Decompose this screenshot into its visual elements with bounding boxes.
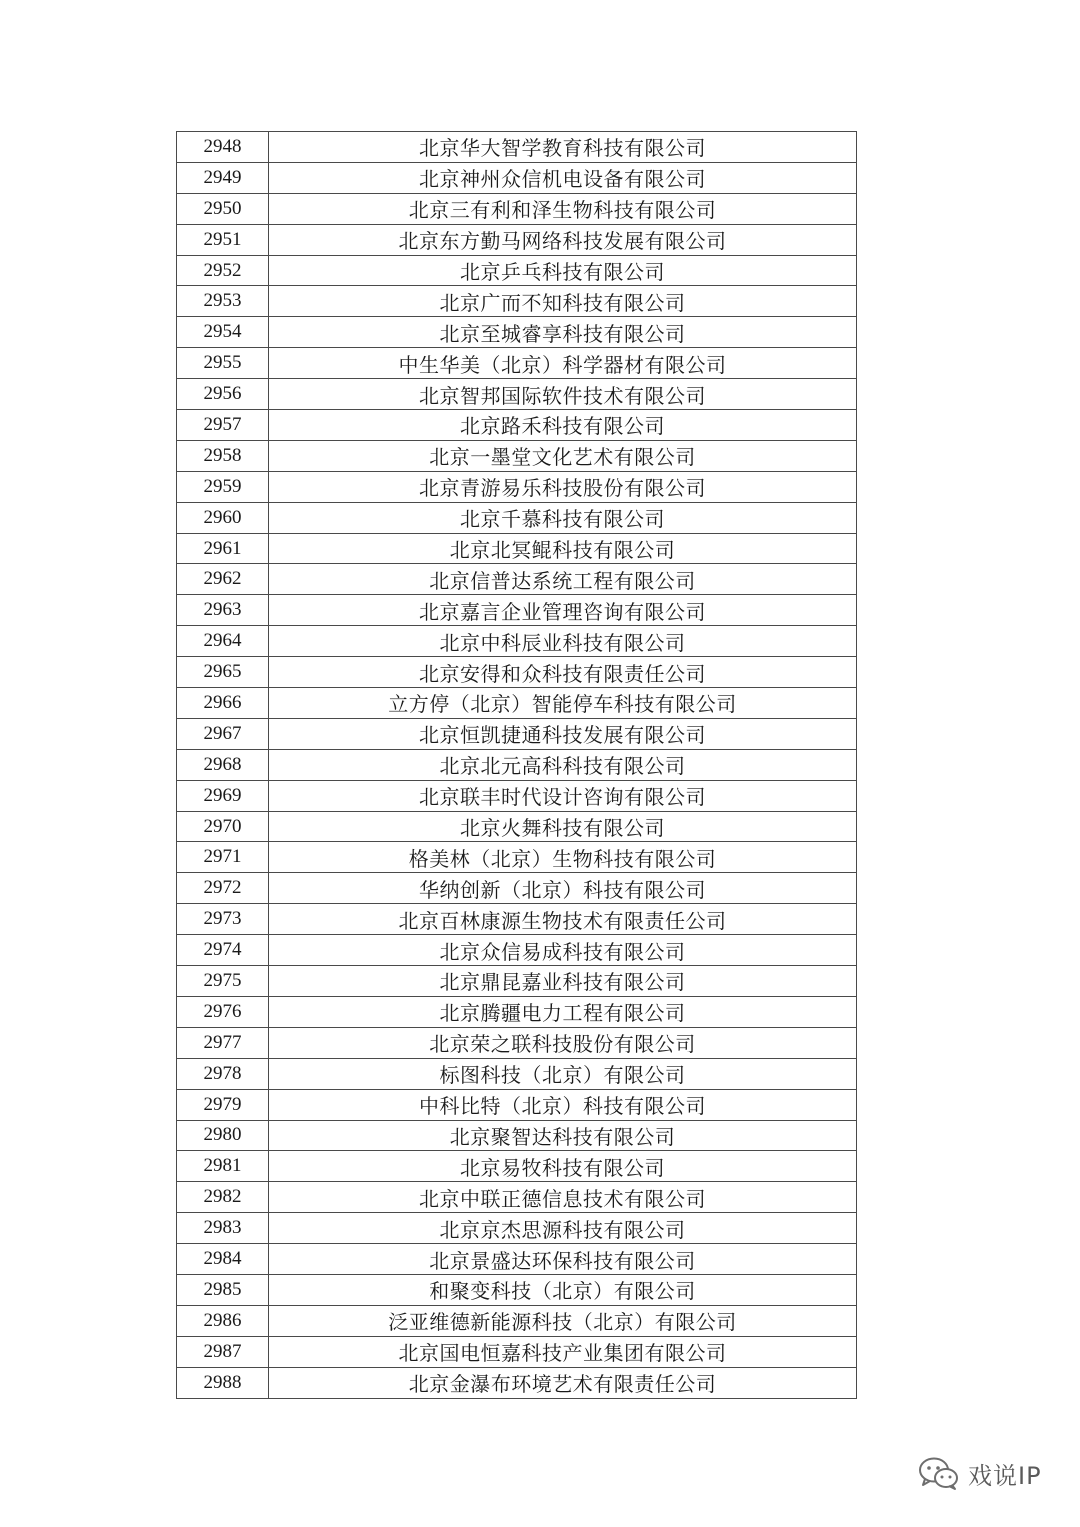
company-name: 标图科技（北京）有限公司	[269, 1058, 857, 1089]
table-row	[177, 162, 857, 193]
company-name: 北京火舞科技有限公司	[269, 811, 857, 842]
row-number: 2953	[177, 286, 269, 317]
table-row	[177, 379, 857, 410]
row-number: 2956	[177, 379, 269, 410]
row-number: 2972	[177, 873, 269, 904]
table-row	[177, 502, 857, 533]
company-name: 北京信普达系统工程有限公司	[269, 564, 857, 595]
row-number: 2980	[177, 1120, 269, 1151]
table-row	[177, 132, 857, 163]
company-name: 北京景盛达环保科技有限公司	[269, 1244, 857, 1275]
table-row	[177, 440, 857, 471]
row-number: 2948	[177, 132, 269, 163]
company-name: 北京智邦国际软件技术有限公司	[269, 379, 857, 410]
company-name: 北京百林康源生物技术有限责任公司	[269, 904, 857, 935]
company-name: 格美林（北京）生物科技有限公司	[269, 842, 857, 873]
table-row	[177, 193, 857, 224]
company-name: 北京国电恒嘉科技产业集团有限公司	[269, 1336, 857, 1367]
row-number: 2966	[177, 688, 269, 719]
row-number: 2957	[177, 410, 269, 441]
table-row	[177, 996, 857, 1027]
company-name: 华纳创新（北京）科技有限公司	[269, 873, 857, 904]
row-number: 2970	[177, 811, 269, 842]
table-row	[177, 533, 857, 564]
row-number: 2958	[177, 440, 269, 471]
row-number: 2961	[177, 533, 269, 564]
table-row	[177, 1151, 857, 1182]
company-name: 北京金瀑布环境艺术有限责任公司	[269, 1367, 857, 1398]
table-row	[177, 1027, 857, 1058]
company-name: 北京众信易成科技有限公司	[269, 935, 857, 966]
company-name: 北京路禾科技有限公司	[269, 410, 857, 441]
company-name: 北京华大智学教育科技有限公司	[269, 132, 857, 163]
company-name: 北京三有利和泽生物科技有限公司	[269, 193, 857, 224]
company-name: 中生华美（北京）科学器材有限公司	[269, 348, 857, 379]
table-row	[177, 1058, 857, 1089]
table-row	[177, 749, 857, 780]
company-name: 立方停（北京）智能停车科技有限公司	[269, 688, 857, 719]
row-number: 2973	[177, 904, 269, 935]
row-number: 2954	[177, 317, 269, 348]
company-name: 北京乒乓科技有限公司	[269, 255, 857, 286]
row-number: 2952	[177, 255, 269, 286]
company-name: 北京鼎昆嘉业科技有限公司	[269, 966, 857, 997]
company-name: 北京易牧科技有限公司	[269, 1151, 857, 1182]
row-number: 2981	[177, 1151, 269, 1182]
company-name: 北京至城睿享科技有限公司	[269, 317, 857, 348]
row-number: 2979	[177, 1089, 269, 1120]
table-row	[177, 966, 857, 997]
row-number: 2974	[177, 935, 269, 966]
row-number: 2964	[177, 626, 269, 657]
table-row	[177, 873, 857, 904]
table-row	[177, 688, 857, 719]
row-number: 2967	[177, 718, 269, 749]
row-number: 2960	[177, 502, 269, 533]
company-name: 北京北冥鲲科技有限公司	[269, 533, 857, 564]
row-number: 2982	[177, 1182, 269, 1213]
row-number: 2950	[177, 193, 269, 224]
company-name: 北京东方勤马网络科技发展有限公司	[269, 224, 857, 255]
row-number: 2987	[177, 1336, 269, 1367]
row-number: 2969	[177, 780, 269, 811]
company-name: 北京中科辰业科技有限公司	[269, 626, 857, 657]
table-row	[177, 286, 857, 317]
company-name: 泛亚维德新能源科技（北京）有限公司	[269, 1305, 857, 1336]
table-row	[177, 1367, 857, 1398]
company-name: 北京安得和众科技有限责任公司	[269, 657, 857, 688]
table-row	[177, 811, 857, 842]
company-name: 北京京杰思源科技有限公司	[269, 1213, 857, 1244]
table-row	[177, 1182, 857, 1213]
table-row	[177, 317, 857, 348]
company-name: 北京荣之联科技股份有限公司	[269, 1027, 857, 1058]
table-row	[177, 1274, 857, 1305]
table-row	[177, 1336, 857, 1367]
row-number: 2984	[177, 1244, 269, 1275]
company-name: 北京恒凯捷通科技发展有限公司	[269, 718, 857, 749]
row-number: 2975	[177, 966, 269, 997]
company-name: 北京一墨堂文化艺术有限公司	[269, 440, 857, 471]
row-number: 2949	[177, 162, 269, 193]
table-row	[177, 1089, 857, 1120]
table-row	[177, 564, 857, 595]
company-name: 北京中联正德信息技术有限公司	[269, 1182, 857, 1213]
table-row	[177, 1244, 857, 1275]
row-number: 2968	[177, 749, 269, 780]
company-name: 北京腾疆电力工程有限公司	[269, 996, 857, 1027]
table-row	[177, 595, 857, 626]
table-row	[177, 255, 857, 286]
row-number: 2959	[177, 471, 269, 502]
company-name: 和聚变科技（北京）有限公司	[269, 1274, 857, 1305]
company-name: 北京嘉言企业管理咨询有限公司	[269, 595, 857, 626]
row-number: 2977	[177, 1027, 269, 1058]
row-number: 2962	[177, 564, 269, 595]
table-row	[177, 224, 857, 255]
row-number: 2985	[177, 1274, 269, 1305]
row-number: 2986	[177, 1305, 269, 1336]
row-number: 2951	[177, 224, 269, 255]
table-row	[177, 410, 857, 441]
row-number: 2988	[177, 1367, 269, 1398]
watermark-text: 戏说IP	[968, 1461, 1042, 1490]
table-row	[177, 718, 857, 749]
table-row	[177, 935, 857, 966]
table-row	[177, 1305, 857, 1336]
company-name: 北京联丰时代设计咨询有限公司	[269, 780, 857, 811]
row-number: 2965	[177, 657, 269, 688]
row-number: 2971	[177, 842, 269, 873]
table-row	[177, 904, 857, 935]
table-row	[177, 471, 857, 502]
company-name: 北京青游易乐科技股份有限公司	[269, 471, 857, 502]
company-name: 北京北元高科科技有限公司	[269, 749, 857, 780]
wechat-icon	[918, 1455, 960, 1491]
table-row	[177, 842, 857, 873]
company-name: 北京聚智达科技有限公司	[269, 1120, 857, 1151]
row-number: 2963	[177, 595, 269, 626]
table-row	[177, 1213, 857, 1244]
company-name: 北京神州众信机电设备有限公司	[269, 162, 857, 193]
company-name: 北京广而不知科技有限公司	[269, 286, 857, 317]
table-row	[177, 348, 857, 379]
row-number: 2955	[177, 348, 269, 379]
table-row	[177, 626, 857, 657]
table-row	[177, 1120, 857, 1151]
table-row	[177, 780, 857, 811]
table-body	[177, 132, 857, 1399]
row-number: 2976	[177, 996, 269, 1027]
company-list-table	[176, 131, 857, 1399]
company-name: 中科比特（北京）科技有限公司	[269, 1089, 857, 1120]
row-number: 2983	[177, 1213, 269, 1244]
watermark	[918, 1453, 1042, 1493]
company-name: 北京千慕科技有限公司	[269, 502, 857, 533]
table-row	[177, 657, 857, 688]
row-number: 2978	[177, 1058, 269, 1089]
